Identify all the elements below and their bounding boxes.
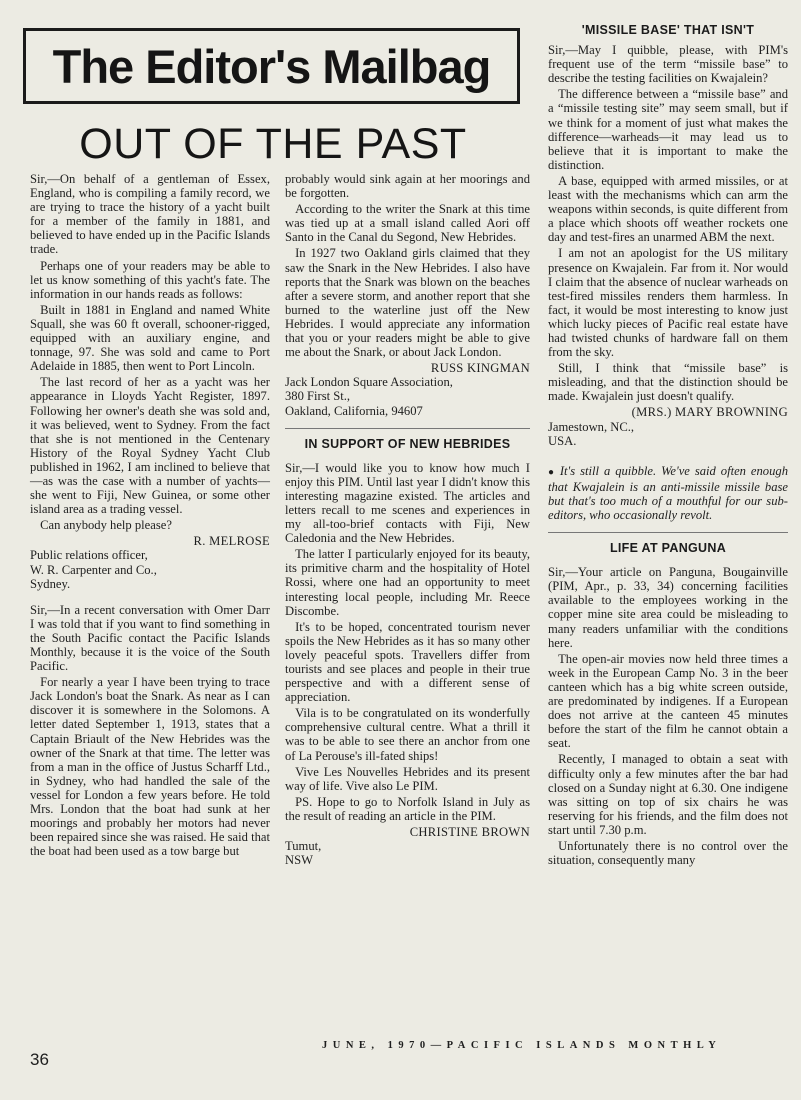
subhead-missile-base: 'MISSILE BASE' THAT ISN'T	[581, 23, 755, 37]
letter-paragraph: The open-air movies now held three times a week in the European Camp No. 3 in the beer canteen which has a big white screen outside, are predominated by indigenes. If a European does not arrive at the canteen 45 minutes before the start of the film he cannot obtain a seat.	[548, 651, 788, 751]
masthead-title: The Editor's Mailbag	[52, 39, 491, 93]
address-line: USA.	[548, 433, 577, 448]
letter-paragraph: According to the writer the Snark at this time was tied up at a small island called Aori off Santo in the Canal du Segond, New Hebrides.	[285, 202, 530, 245]
letter-paragraph: Unfortunately there is no control over the situation, consequently many	[548, 838, 788, 868]
letter-paragraph: Recently, I managed to obtain a seat with difficulty only a few minutes after the bar had closed on a Sunday night at 6.30. One indigene was sitting on top of six chairs he was reserving for his friends, and the film does not start until 7.30 p.m.	[548, 752, 788, 837]
letter-paragraph: PS. Hope to go to Norfolk Island in July as the result of reading an article in the PIM.	[285, 794, 530, 823]
address-line: 380 First St.,	[285, 389, 351, 404]
signature: (MRS.) MARY BROWNING	[631, 405, 788, 420]
column-3	[548, 23, 788, 869]
address-line: Public relations officer,	[30, 548, 148, 563]
letter-paragraph: Vila is to be congratulated on its wonderfully comprehensive cultural centre. What a thrill it was to be able to see there an anchor from one of La Perouse's ill-fated ships!	[285, 706, 530, 763]
letter-paragraph: For nearly a year I have been trying to trace Jack London's boat the Snark. As near as I can discover it is somewhere in the Solomons. A letter dated September 1, 1913, states that a Captain Briault of the New Hebrides was the owner of the Snark at that time. The letter was from a man in the office of Justus Scharff Ltd., in Sydney, who had handled the sale of the vessel for London a few years before. He told Mrs. London that the boat had sunk at her moorings and probably her motors had never been repaired since she was raised. He said that the boat had been used as a tow barge but	[30, 675, 270, 859]
running-footer: JUNE, 1970—PACIFIC ISLANDS MONTHLY	[322, 1040, 722, 1051]
address-line: Oakland, California, 94607	[285, 403, 423, 418]
letter-paragraph: probably would sink again at her moorings and be forgotten.	[285, 172, 530, 201]
letter-paragraph: I am not an apologist for the US military presence on Kwajalein. Far from it. Nor would I claim that the absence of nuclear warheads on test-fired missiles renders them harmless. In fact, it would be most interesting to know just which lucky pieces of Pacific real estate have had twisted chunks of hardware fall on them from the sky.	[548, 246, 788, 360]
letter-paragraph: It's to be hoped, concentrated tourism never spoils the New Hebrides as it has so many other lovely peaceful spots. Travellers differ from tourists and see places and people in their true perspective and with a different sense of appreciation.	[285, 619, 530, 705]
address-line: Jamestown, NC.,	[548, 419, 635, 434]
letter-paragraph: The last record of her as a yacht was her appearance in Lloyds Yacht Register, 1897. Following her owner's death she was sold and, it was believed, went to Sydney. From the fact that she is not mentioned in the Centenary History of the Royal Sydney Yacht Club published in 1962, I am inclined to believe that —as was the case with a number of yachts—she went to Fiji, New Guinea, or some other island area as a trading vessel.	[30, 375, 270, 517]
letter-paragraph: A base, equipped with armed missiles, or at least with the mechanisms which can arm the weapons within seconds, is quite different from a place which shoots off weather rockets one day and test-fires an unarmed ABM the next.	[548, 173, 788, 245]
signature: CHRISTINE BROWN	[409, 825, 530, 840]
page-footer	[30, 1040, 790, 1080]
editor-note-text: It's still a quibble. We've said often enough that Kwajalein is an anti-missile missile base but that's too much of a mouthful for our sub-editors, who occasionally revolt.	[548, 463, 788, 522]
address-line: Tumut,	[285, 839, 322, 854]
subhead-panguna: LIFE AT PANGUNA	[609, 541, 727, 556]
signature: R. MELROSE	[193, 534, 270, 549]
letter-paragraph: Still, I think that “missile base” is misleading, and that the distinction should be made. Kwajalein just doesn't qualify.	[548, 361, 788, 404]
section-title: OUT OF THE PAST	[79, 120, 467, 168]
letter-paragraph: Built in 1881 in England and named White Squall, she was 60 ft overall, schooner-rigged, equipped with an auxiliary engine, and tonnage, 97. She was sold and came to Port Adelaide in 1885, then went to Port Lincoln.	[30, 302, 270, 374]
column-2	[285, 172, 530, 867]
divider-rule	[548, 532, 788, 533]
letter-paragraph: Sir,—Your article on Panguna, Bougainville (PIM, Apr., p. 33, 34) concerning facilities available to the employees working in the copper mine site area could be misleading to many readers unfamiliar with the conditions here.	[548, 565, 788, 650]
page-number: 36	[30, 1050, 49, 1069]
column-1	[30, 172, 270, 860]
signature: RUSS KINGMAN	[430, 361, 530, 376]
letter-paragraph: Sir,—May I quibble, please, with PIM's frequent use of the term “missile base” to describe the testing facilities on Kwajalein?	[548, 43, 788, 86]
bullet-icon: ●	[548, 466, 556, 478]
letter-paragraph: Sir,—On behalf of a gentleman of Essex, England, who is compiling a family record, we are trying to trace the history of a yacht built for a member of the family in 1881, and believed to have ended up in the Pacific Islands trade.	[30, 172, 270, 257]
letter-paragraph: The difference between a “missile base” and a “missile testing site” may seem small, but if we think for a moment of just what makes the difference—warheads—it may lead us to believe that it is important to make the distinction.	[548, 87, 788, 172]
address-line: Jack London Square Association,	[285, 375, 453, 390]
address-line: NSW	[285, 853, 313, 868]
address-line: Sydney.	[30, 576, 71, 591]
masthead-box	[23, 28, 520, 104]
letter-paragraph: Sir,—I would like you to know how much I enjoy this PIM. Until last year I didn't know this interesting magazine existed. The articles and letters recall to me scenes and experiences in my all-too-brief contacts with Fiji, New Caledonia and the New Hebrides.	[285, 460, 530, 546]
letter-paragraph: Sir,—In a recent conversation with Omer Darr I was told that if you want to find something in the South Pacific contact the Pacific Islands Monthly, because it is the voice of the South Pacific.	[30, 602, 270, 674]
subhead-new-hebrides: IN SUPPORT OF NEW HEBRIDES	[304, 436, 511, 451]
letter-paragraph: In 1927 two Oakland girls claimed that they saw the Snark in the New Hebrides. I also have reports that the Snark was blown on the beaches after a severe storm, and another report that she burned to the waterline just off the New Hebrides. I would appreciate any information that you or your readers might be able to give me about the Snark, or about Jack London.	[285, 246, 530, 360]
editor-note	[548, 464, 788, 522]
letter-paragraph: Perhaps one of your readers may be able to let us know something of this yacht's fate. The information in our hands reads as follows:	[30, 258, 270, 301]
letter-paragraph: Vive Les Nouvelles Hebrides and its present way of life. Vive also Le PIM.	[285, 764, 530, 793]
divider-rule	[285, 428, 530, 429]
letter-paragraph: The latter I particularly enjoyed for its beauty, its primitive charm and the hospitality of Hotel Rossi, where one had an opportunity to meet interesting local people, including Mr. Reece Discombe.	[285, 547, 530, 618]
address-line: W. R. Carpenter and Co.,	[30, 562, 157, 577]
letter-paragraph: Can anybody help please?	[40, 518, 172, 533]
